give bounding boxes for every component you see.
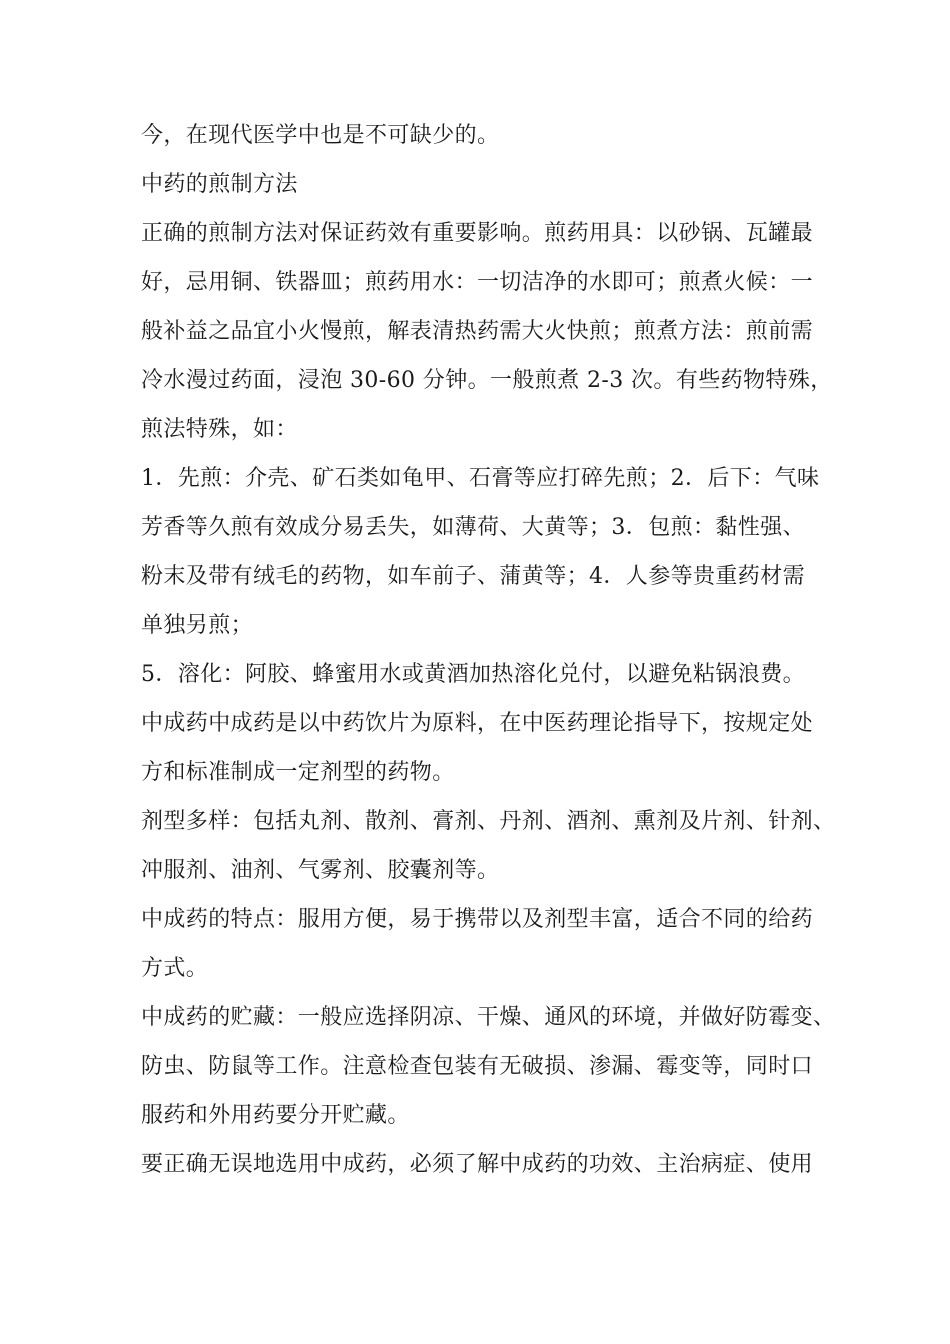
text-line: 般补益之品宜小火慢煎，解表清热药需大火快煎；煎煮方法：煎前需 <box>141 319 814 344</box>
section-heading: 中药的煎制方法 <box>141 172 298 197</box>
text-line: 防虫、防鼠等工作。注意检查包装有无破损、渗漏、霉变等，同时口 <box>141 1054 814 1079</box>
text-line: 今，在现代医学中也是不可缺少的。 <box>141 123 500 148</box>
text-line: 冲服剂、油剂、气雾剂、胶囊剂等。 <box>141 858 500 883</box>
text-line: 芳香等久煎有效成分易丢失，如薄荷、大黄等；3．包煎：黏性强、 <box>141 515 805 540</box>
text-line: 要正确无误地选用中成药，必须了解中成药的功效、主治病症、使用 <box>141 1152 814 1177</box>
text-line: 中成药的特点：服用方便，易于携带以及剂型丰富，适合不同的给药 <box>141 907 814 932</box>
text-line: 5．溶化：阿胶、蜂蜜用水或黄酒加热溶化兑付，以避免粘锅浪费。 <box>141 662 805 687</box>
text-line: 粉末及带有绒毛的药物，如车前子、蒲黄等；4．人参等贵重药材需 <box>141 564 805 589</box>
text-line: 冷水漫过药面，浸泡 30-60 分钟。一般煎煮 2-3 次。有些药物特殊， <box>141 368 833 393</box>
text-line: 方式。 <box>141 956 209 981</box>
text-line: 单独另煎； <box>141 613 254 638</box>
text-line: 煎法特殊，如： <box>141 417 298 442</box>
text-line: 好，忌用铜、铁器皿；煎药用水：一切洁净的水即可；煎煮火候：一 <box>141 270 814 295</box>
text-line: 中成药的贮藏：一般应选择阴凉、干燥、通风的环境，并做好防霉变、 <box>141 1005 836 1030</box>
document-body <box>141 123 836 1202</box>
text-line: 1．先煎：介壳、矿石类如龟甲、石膏等应打碎先煎；2．后下：气味 <box>141 466 820 491</box>
text-line: 正确的煎制方法对保证药效有重要影响。煎药用具：以砂锅、瓦罐最 <box>141 221 814 246</box>
text-line: 服药和外用药要分开贮藏。 <box>141 1103 410 1128</box>
text-line: 剂型多样：包括丸剂、散剂、膏剂、丹剂、酒剂、熏剂及片剂、针剂、 <box>141 809 836 834</box>
text-line: 方和标准制成一定剂型的药物。 <box>141 760 455 785</box>
text-line: 中成药中成药是以中药饮片为原料，在中医药理论指导下，按规定处 <box>141 711 814 736</box>
